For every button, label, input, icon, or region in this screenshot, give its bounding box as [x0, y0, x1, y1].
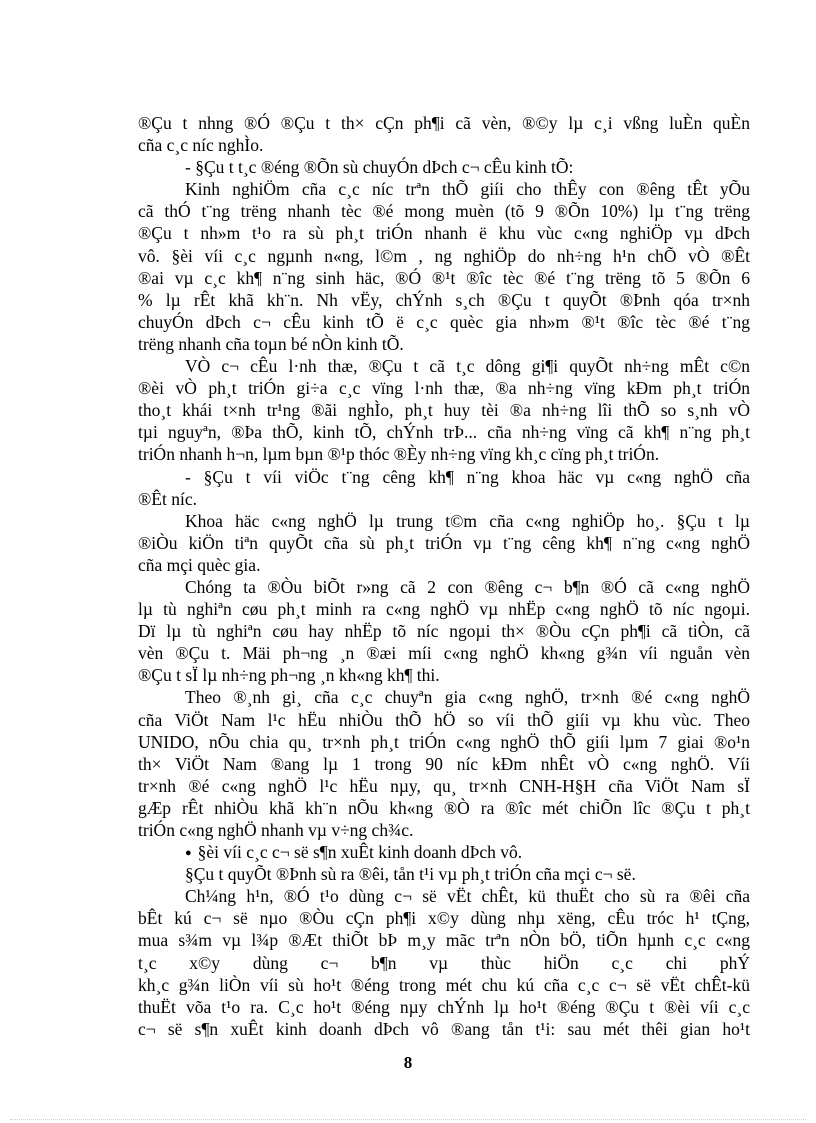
text-line: tµi nguyªn, ®Þa thÕ, kinh tÕ, chÝnh trÞ... cña nh÷ng vïng cã kh¶ n¨ng ph¸t — [138, 422, 750, 443]
text-line: ®Çu t nhng ®Ó ®Çu t th× cÇn ph¶i cã vèn, ®©y lµ c¸i vßng luÈn quÈn — [138, 113, 750, 133]
text-line: ®Êt níc. — [138, 488, 197, 509]
footer-divider — [10, 1119, 806, 1120]
text-line: cã thÓ t¨ng trëng nhanh tèc ®é mong muèn (tõ 9 ®Õn 10%) lµ t¨ng trëng — [138, 201, 750, 222]
text-line: vô. §èi víi c¸c ngµnh n«ng, l©m , ng nghiÖp do nh÷ng h¹n chÕ vÒ ®Êt — [138, 245, 750, 266]
text-line: vèn ®Çu t. Mäi ph¬ng ¸n ®æi míi c«ng nghÖ kh«ng g¾n víi nguån vèn — [138, 643, 750, 664]
text-line: cña ViÖt Nam l¹c hËu nhiÒu thÕ hÖ so víi thÕ giíi vµ khu vùc. Theo — [138, 709, 750, 730]
bullet-icon: ● — [185, 847, 192, 860]
text-line: Ch¼ng h¹n, ®Ó t¹o dùng c¬ së vËt chÊt, kü thuËt cho sù ra ®êi cña — [185, 886, 750, 907]
document-body — [138, 112, 750, 1040]
text-line: triÓn c«ng nghÖ nhanh vµ v÷ng ch¾c. — [138, 820, 414, 840]
text-line: §Çu t quyÕt ®Þnh sù ra ®êi, tån t¹i vµ ph¸t triÓn cña mçi c¬ së. — [185, 864, 636, 885]
text-line: ®èi vÒ ph¸t triÓn gi÷a c¸c vïng l·nh thæ, ®a nh÷ng vïng kÐm ph¸t triÓn — [138, 378, 750, 399]
text-line: t¸c x©y dùng c¬ b¶n vµ thùc hiÖn c¸c chi phÝ — [138, 952, 750, 973]
text-line: kh¸c g¾n liÒn víi sù ho¹t ®éng trong mét chu kú cña c¸c c¬ së vËt chÊt-kü — [138, 974, 750, 995]
text-line: VÒ c¬ cÊu l·nh thæ, ®Çu t cã t¸c dông gi¶i quyÕt nh÷ng mÊt c©n — [185, 356, 750, 377]
text-line: ®iÒu kiÖn tiªn quyÕt cña sù ph¸t triÓn vµ t¨ng cêng kh¶ n¨ng c«ng nghÖ — [138, 532, 750, 553]
text-line: ®ai vµ c¸c kh¶ n¨ng sinh häc, ®Ó ®¹t ®îc tèc ®é t¨ng trëng tõ 5 ®Õn 6 — [138, 267, 750, 288]
text-line: chuyÓn dÞch c¬ cÊu kinh tÕ ë c¸c quèc gia nh»m ®¹t ®îc tèc ®é t¨ng — [138, 311, 750, 332]
text-line: mua s¾m vµ l¾p ®Æt thiÕt bÞ m¸y mãc trªn nÒn bÖ, tiÕn hµnh c¸c c«ng — [138, 930, 750, 951]
text-line: ®Çu t nh»m t¹o ra sù ph¸t triÓn nhanh ë khu vùc c«ng nghiÖp vµ dÞch — [138, 223, 750, 244]
text-line: triÓn nhanh h¬n, lµm bµn ®¹p thóc ®Èy nh÷ng vïng kh¸c cïng ph¸t triÓn. — [138, 444, 660, 465]
text-line: Chóng ta ®Òu biÕt r»ng cã 2 con ®êng c¬ b¶n ®Ó cã c«ng nghÖ — [185, 576, 750, 597]
text-line: tr×nh ®é c«ng nghÖ l¹c hËu nµy, qu¸ tr×nh CNH-H§H cña ViÖt Nam sÏ — [138, 775, 750, 796]
text-line: thuËt võa t¹o ra. C¸c ho¹t ®éng nµy chÝnh lµ ho¹t ®éng ®Çu t ®èi víi c¸c — [138, 996, 750, 1017]
text-line: th× ViÖt Nam ®ang lµ 1 trong 90 níc kÐm nhÊt vÒ c«ng nghÖ. Víi — [138, 753, 750, 774]
text-line: gÆp rÊt nhiÒu khã kh¨n nÕu kh«ng ®Ò ra ®îc mét chiÕn lîc ®Çu t ph¸t — [138, 797, 750, 818]
bullet-text: §èi víi c¸c c¬ së s¶n xuÊt kinh doanh dÞch vô. — [197, 842, 523, 863]
text-line: - §Çu t víi viÖc t¨ng cêng kh¶ n¨ng khoa häc vµ c«ng nghÖ cña — [185, 466, 750, 487]
text-line: Kinh nghiÖm cña c¸c níc trªn thÕ giíi cho thÊy con ®êng tÊt yÕu — [185, 179, 750, 200]
bullet-item — [138, 841, 750, 863]
text-line: ®Çu t sÏ lµ nh÷ng ph¬ng ¸n kh«ng kh¶ thi. — [138, 665, 440, 686]
text-line: cña c¸c níc nghÌo. — [138, 135, 264, 156]
text-line: lµ tù nghiªn cøu ph¸t minh ra c«ng nghÖ vµ nhËp c«ng nghÖ tõ níc ngoµi. — [138, 599, 750, 620]
text-line: UNIDO, nÕu chia qu¸ tr×nh ph¸t triÓn c«ng nghÖ thÕ giíi lµm 7 giai ®o¹n — [138, 731, 750, 752]
page-number: 8 — [403, 1053, 413, 1072]
text-line: tho¸t khái t×nh tr¹ng ®ãi nghÌo, ph¸t huy tèi ®a nh÷ng lîi thÕ so s¸nh vÒ — [138, 400, 750, 421]
text-line: Khoa häc c«ng nghÖ lµ trung t©m cña c«ng nghiÖp ho¸. §Çu t lµ — [185, 510, 750, 531]
text-line: bÊt kú c¬ së nµo ®Òu cÇn ph¶i x©y dùng nhµ xëng, cÊu tróc h¹ tÇng, — [138, 908, 750, 929]
text-line: c¬ së s¶n xuÊt kinh doanh dÞch vô ®ang tån t¹i: sau mét thêi gian ho¹t — [138, 1018, 750, 1039]
text-line: cña mçi quèc gia. — [138, 554, 261, 575]
text-line: trëng nhanh cña toµn bé nÒn kinh tÕ. — [138, 333, 404, 354]
text-line: % lµ rÊt khã kh¨n. Nh vËy, chÝnh s¸ch ®Çu t quyÕt ®Þnh qóa tr×nh — [138, 289, 750, 310]
text-line: Dï lµ tù nghiªn cøu hay nhËp tõ níc ngoµi th× ®Òu cÇn ph¶i cã tiÒn, cã — [138, 621, 750, 642]
text-line: - §Çu t t¸c ®éng ®Õn sù chuyÓn dÞch c¬ cÊu kinh tÕ: — [185, 157, 574, 178]
text-line: Theo ®¸nh gi¸ cña c¸c chuyªn gia c«ng nghÖ, tr×nh ®é c«ng nghÖ — [185, 687, 750, 708]
